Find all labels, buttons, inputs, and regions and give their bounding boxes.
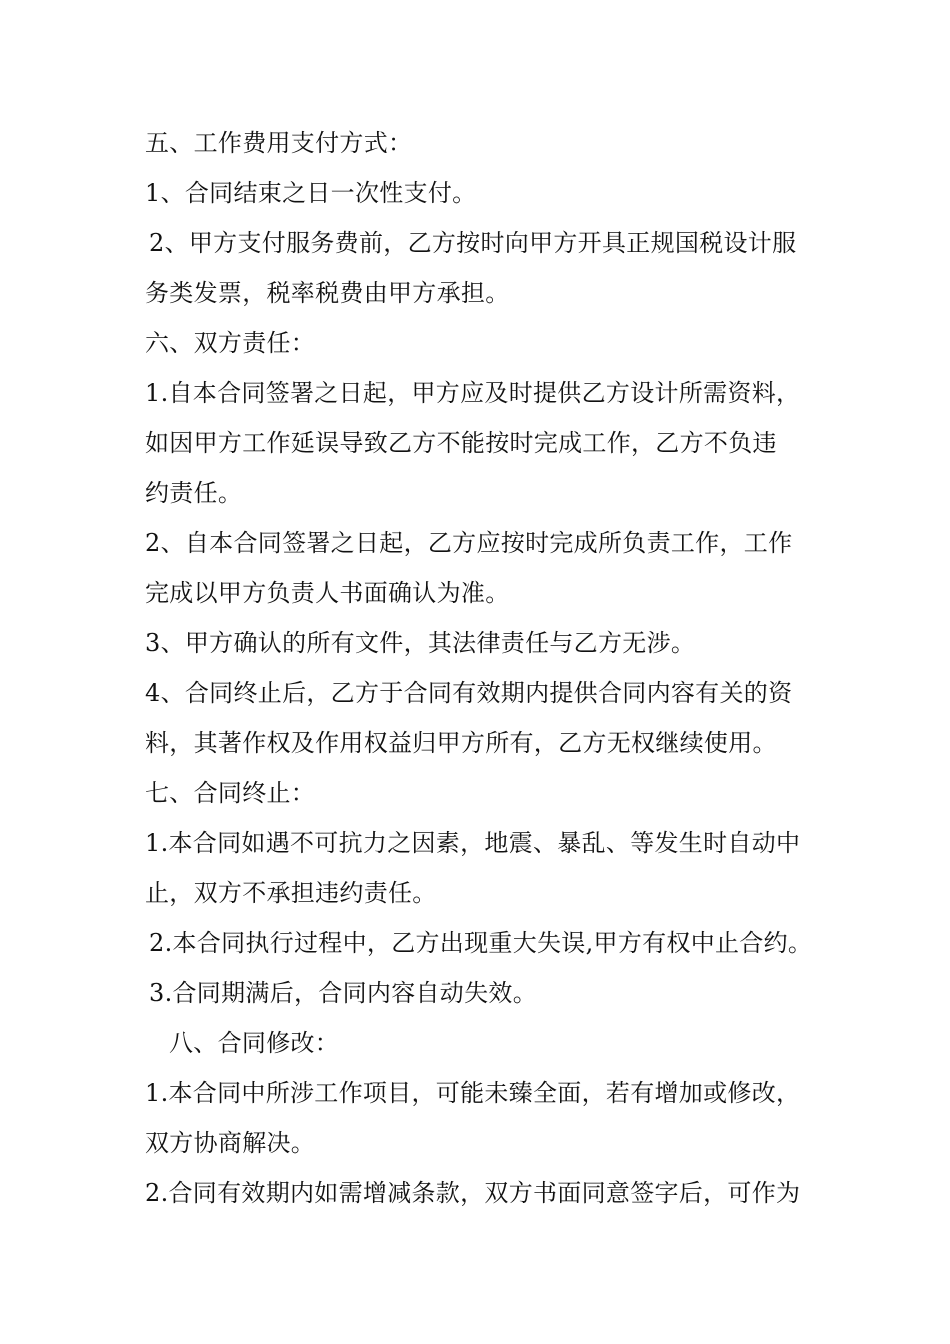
payment-clause-2-line-1: 2、甲方支付服务费前，乙方按时向甲方开具正规国税设计服 <box>149 229 797 257</box>
responsibility-clause-1-line-3: 约责任。 <box>145 479 243 507</box>
section-heading-responsibilities: 六、双方责任： <box>145 329 316 357</box>
modification-clause-2-line-1: 2.合同有效期内如需增减条款，双方书面同意签字后，可作为 <box>145 1179 801 1207</box>
responsibility-clause-1-line-2: 如因甲方工作延误导致乙方不能按时完成工作，乙方不负违 <box>145 429 777 457</box>
payment-clause-2-line-2: 务类发票，税率税费由甲方承担。 <box>145 279 510 307</box>
modification-clause-1-line-1: 1.本合同中所涉工作项目，可能未臻全面，若有增加或修改， <box>145 1079 801 1107</box>
section-heading-payment: 五、工作费用支付方式： <box>145 129 413 157</box>
responsibility-clause-4-line-1: 4、合同终止后，乙方于合同有效期内提供合同内容有关的资 <box>145 679 793 707</box>
responsibility-clause-2-line-2: 完成以甲方负责人书面确认为准。 <box>145 579 510 607</box>
responsibility-clause-1-line-1: 1.自本合同签署之日起，甲方应及时提供乙方设计所需资料， <box>145 379 801 407</box>
termination-clause-3: 3.合同期满后，合同内容自动失效。 <box>149 979 537 1007</box>
responsibility-clause-4-line-2: 料，其著作权及作用权益归甲方所有，乙方无权继续使用。 <box>145 729 777 757</box>
payment-clause-1: 1、合同结束之日一次性支付。 <box>145 179 477 207</box>
section-heading-modification: 八、合同修改： <box>169 1029 340 1057</box>
termination-clause-1-line-2: 止，双方不承担违约责任。 <box>145 879 437 907</box>
section-heading-termination: 七、合同终止： <box>145 779 316 807</box>
contract-text <box>145 118 835 1218</box>
modification-clause-1-line-2: 双方协商解决。 <box>145 1129 316 1157</box>
termination-clause-2: 2.本合同执行过程中，乙方出现重大失误,甲方有权中止合约。 <box>149 929 813 957</box>
termination-clause-1-line-1: 1.本合同如遇不可抗力之因素，地震、暴乱、等发生时自动中 <box>145 829 801 857</box>
responsibility-clause-3: 3、甲方确认的所有文件，其法律责任与乙方无涉。 <box>145 629 696 657</box>
responsibility-clause-2-line-1: 2、自本合同签署之日起，乙方应按时完成所负责工作，工作 <box>145 529 793 557</box>
